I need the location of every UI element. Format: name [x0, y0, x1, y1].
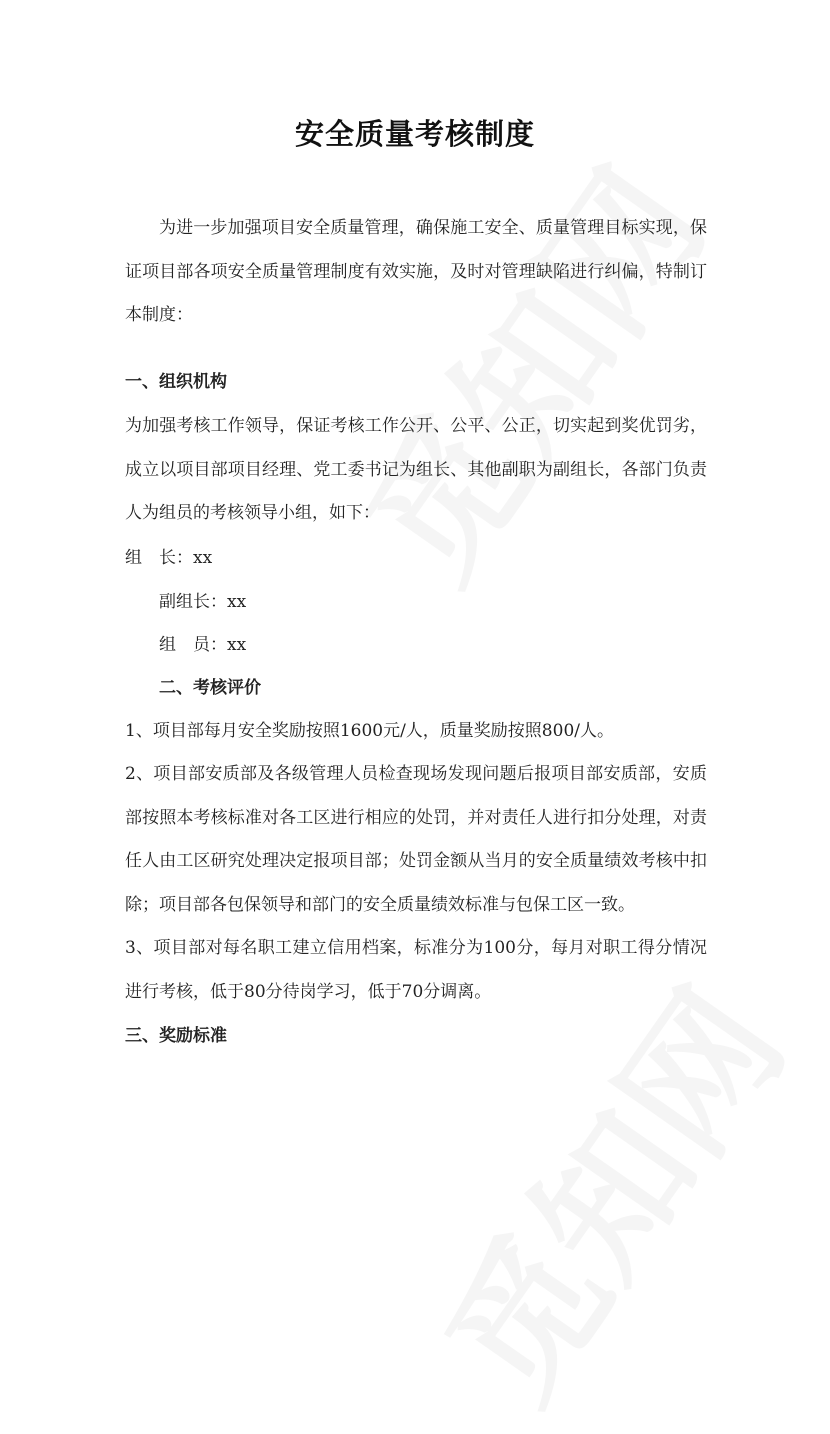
section-heading-rewards: 三、奖励标准	[125, 1026, 227, 1046]
evaluation-item: 3、项目部对每名职工建立信用档案，标准分为100分，每月对职工得分情况进行考核，低于80分待岗学习，低于70分调离。	[125, 938, 707, 1002]
evaluation-item: 2、项目部安质部及各级管理人员检查现场发现问题后报项目部安质部，安质部按照本考核标准对各工区进行相应的处罚，并对责任人进行扣分处理，对责任人由工区研究处理决定报项目部；处罚金额从当月的安全质量绩效考核中扣除；项目部各包保领导和部门的安全质量绩效标准与包保工区一致。	[125, 764, 707, 915]
deputy-leader-line: 副组长：xx	[159, 592, 247, 612]
section-heading-organization: 一、组织机构	[125, 372, 227, 392]
evaluation-item: 1、项目部每月安全奖励按照1600元/人，质量奖励按照800/人。	[125, 721, 614, 741]
intro-paragraph: 为进一步加强项目安全质量管理，确保施工安全、质量管理目标实现，保证项目部各项安全质量管理制度有效实施，及时对管理缺陷进行纠偏，特制订本制度：	[125, 218, 707, 325]
section-heading-evaluation: 二、考核评价	[159, 678, 261, 698]
organization-paragraph: 为加强考核工作领导，保证考核工作公开、公平、公正，切实起到奖优罚劣，成立以项目部项目经理、党工委书记为组长、其他副职为副组长，各部门负责人为组员的考核领导小组，如下：	[125, 416, 707, 523]
document-title: 安全质量考核制度	[294, 117, 535, 151]
leader-line: 组 长：xx	[125, 548, 213, 568]
member-line: 组 员：xx	[159, 635, 247, 655]
